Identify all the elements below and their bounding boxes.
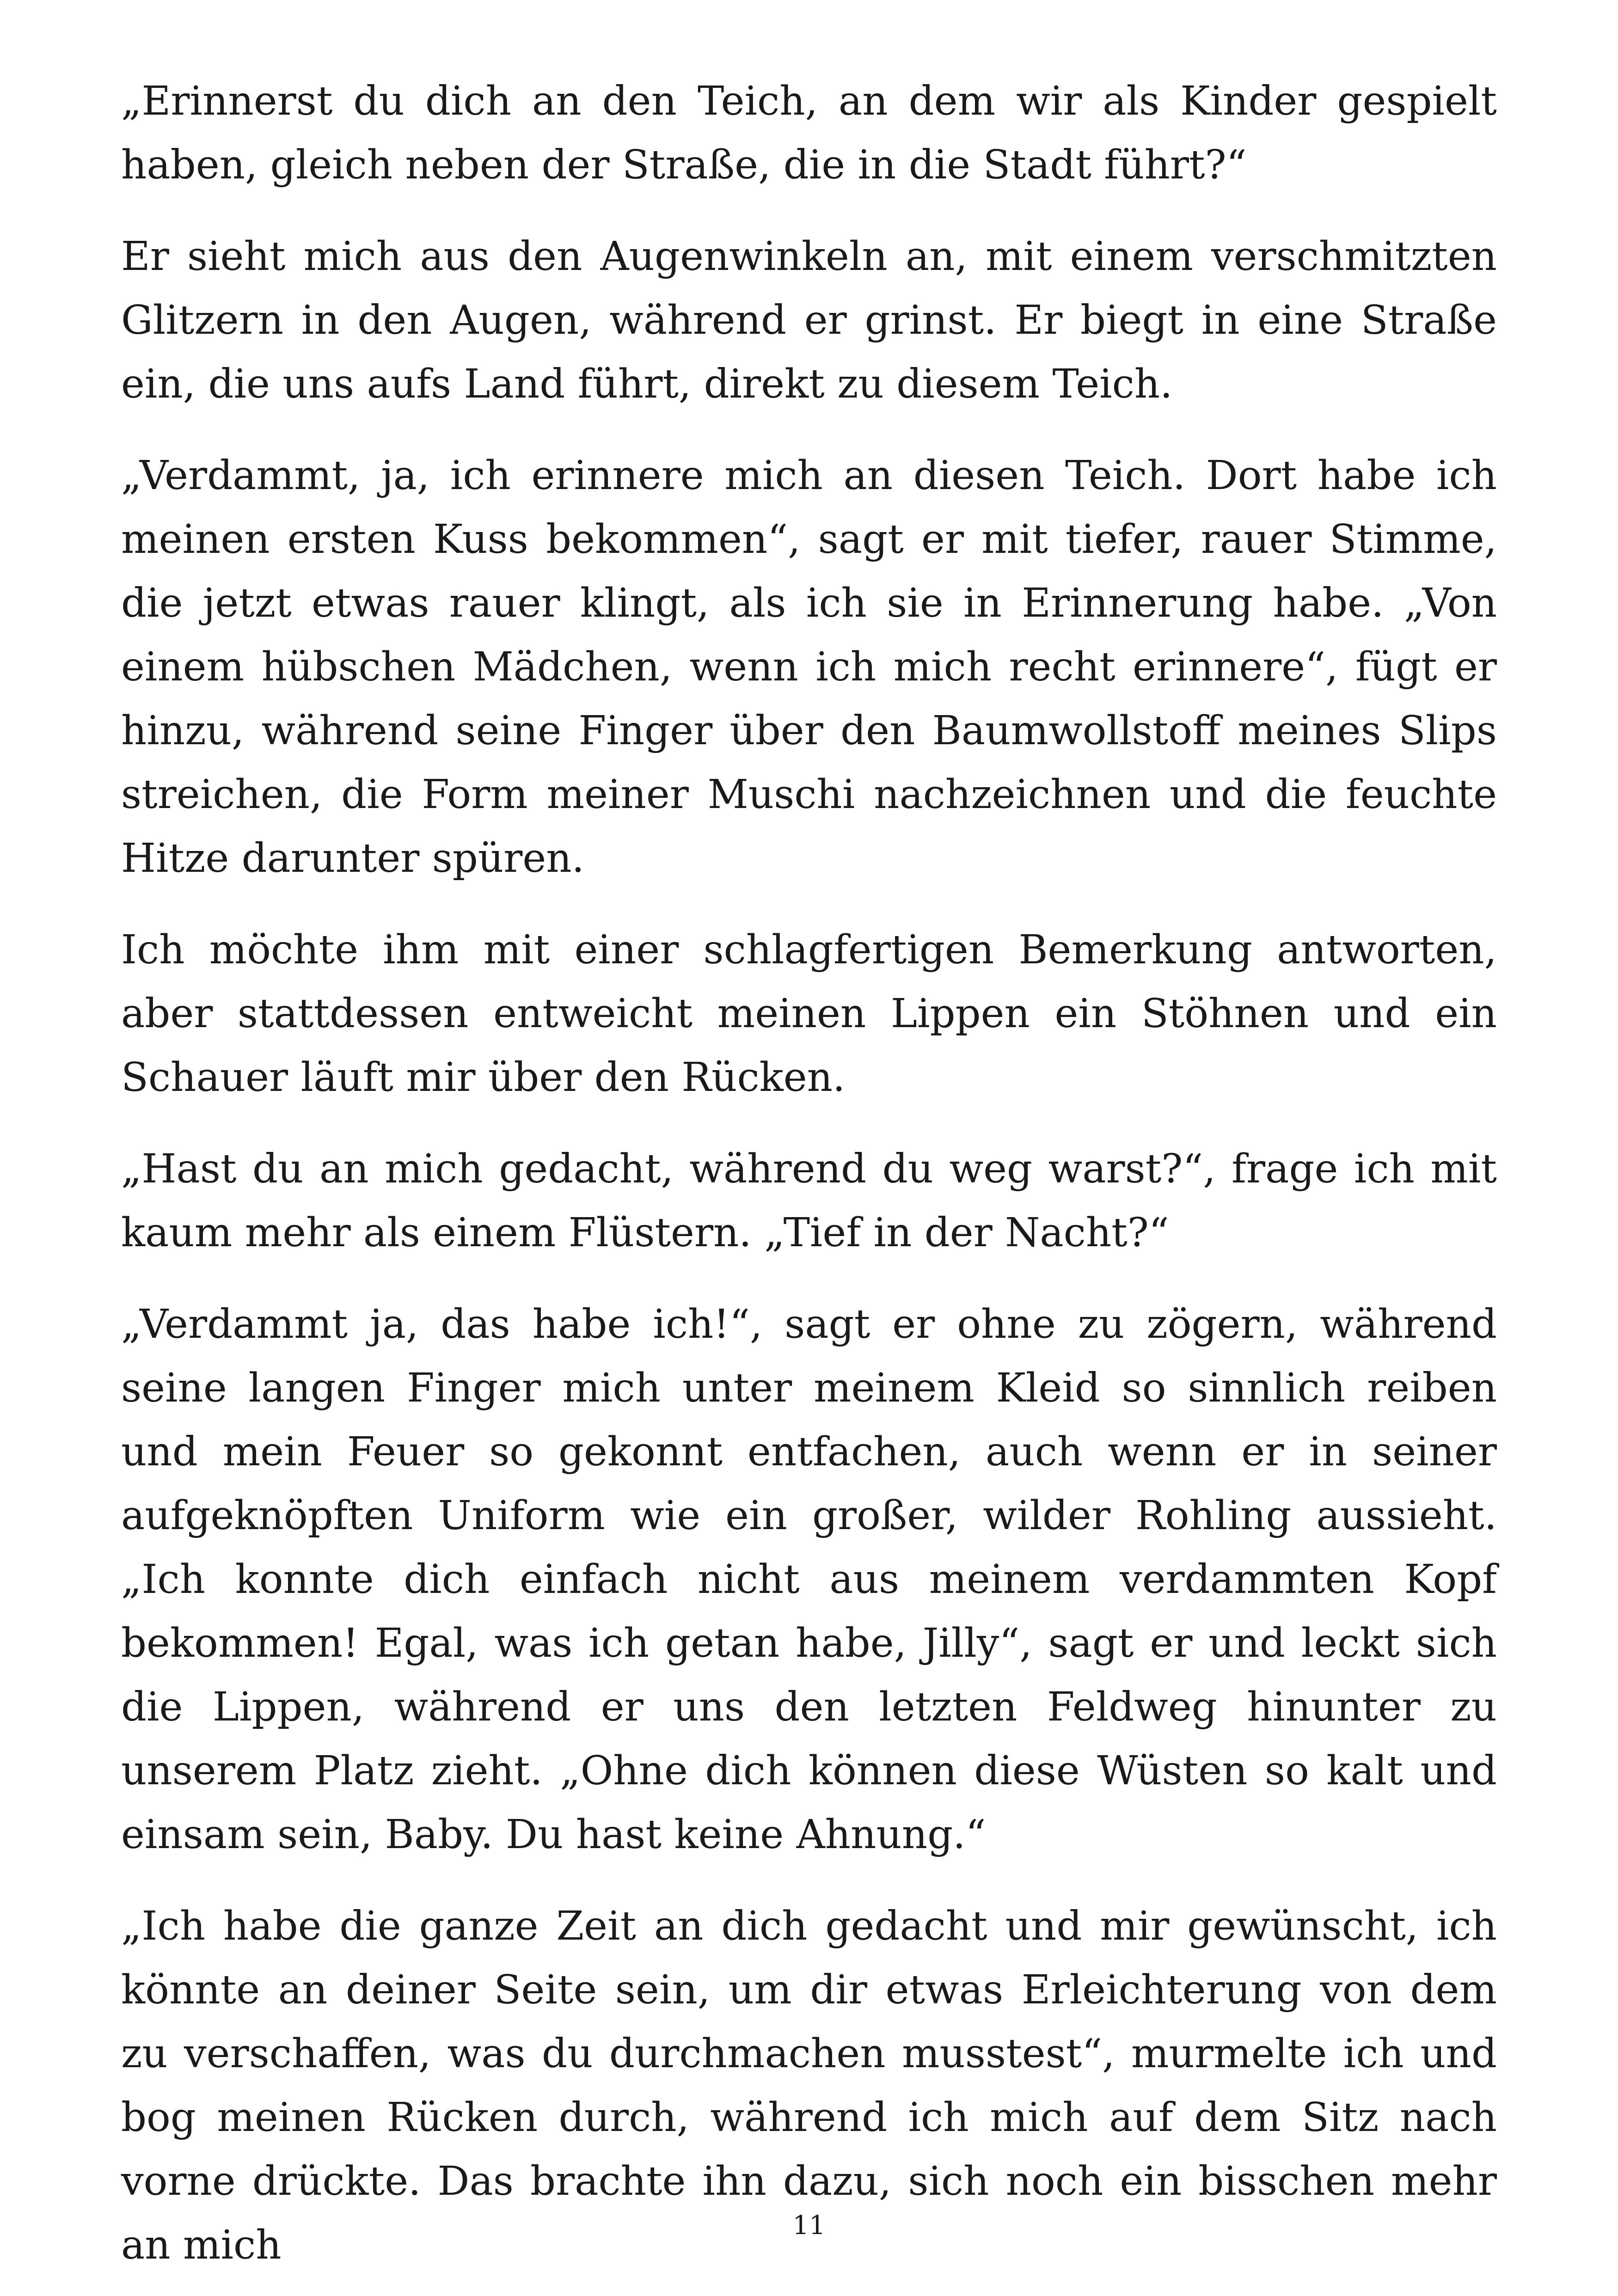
paragraph: Er sieht mich aus den Augenwinkeln an, mit einem verschmitzten Glitzern in den Augen, während er grinst. Er biegt in eine Straße ein, die uns aufs Land führt, direkt zu diesem Teich.: [121, 233, 1497, 407]
paragraph: „Hast du an mich gedacht, während du weg warst?“, frage ich mit kaum mehr als einem Flüstern. „Tief in der Nacht?“: [121, 1146, 1497, 1256]
page-number: 11: [792, 2210, 826, 2241]
paragraph: „Verdammt, ja, ich erinnere mich an diesen Teich. Dort habe ich meinen ersten Kuss bekommen“, sagt er mit tiefer, rauer Stimme, die jetzt etwas rauer klingt, als ich sie in Erinnerung habe. „Von einem hübschen Mädchen, wenn ich mich recht erinnere“, fügt er hinzu, während seine Finger über den Baumwollstoff meines Slips streichen, die Form meiner Muschi nachzeichnen und die feuchte Hitze darunter spüren.: [121, 453, 1497, 882]
paragraph: „Erinnerst du dich an den Teich, an dem wir als Kinder gespielt haben, gleich neben der Straße, die in die Stadt führt?“: [121, 78, 1497, 188]
paragraph: Ich möchte ihm mit einer schlagfertigen Bemerkung antworten, aber stattdessen entweicht meinen Lippen ein Stöhnen und ein Schauer läuft mir über den Rücken.: [121, 927, 1497, 1101]
paragraph: „Verdammt ja, das habe ich!“, sagt er ohne zu zögern, während seine langen Finger mich unter meinem Kleid so sinnlich reiben und mein Feuer so gekonnt entfachen, auch wenn er in seiner aufgeknöpften Uniform wie ein großer, wilder Rohling aussieht. „Ich konnte dich einfach nicht aus meinem verdammten Kopf bekommen! Egal, was ich getan habe, Jilly“, sagt er und leckt sich die Lippen, während er uns den letzten Feldweg hinunter zu unserem Platz zieht. „Ohne dich können diese Wüsten so kalt und einsam sein, Baby. Du hast keine Ahnung.“: [121, 1301, 1497, 1858]
paragraph: „Ich habe die ganze Zeit an dich gedacht und mir gewünscht, ich könnte an deiner Seite sein, um dir etwas Erleichterung von dem zu verschaffen, was du durchmachen musstest“, murmelte ich und bog meinen Rücken durch, während ich mich auf dem Sitz nach vorne drückte. Das brachte ihn dazu, sich noch ein bisschen mehr an mich: [121, 1903, 1497, 2268]
